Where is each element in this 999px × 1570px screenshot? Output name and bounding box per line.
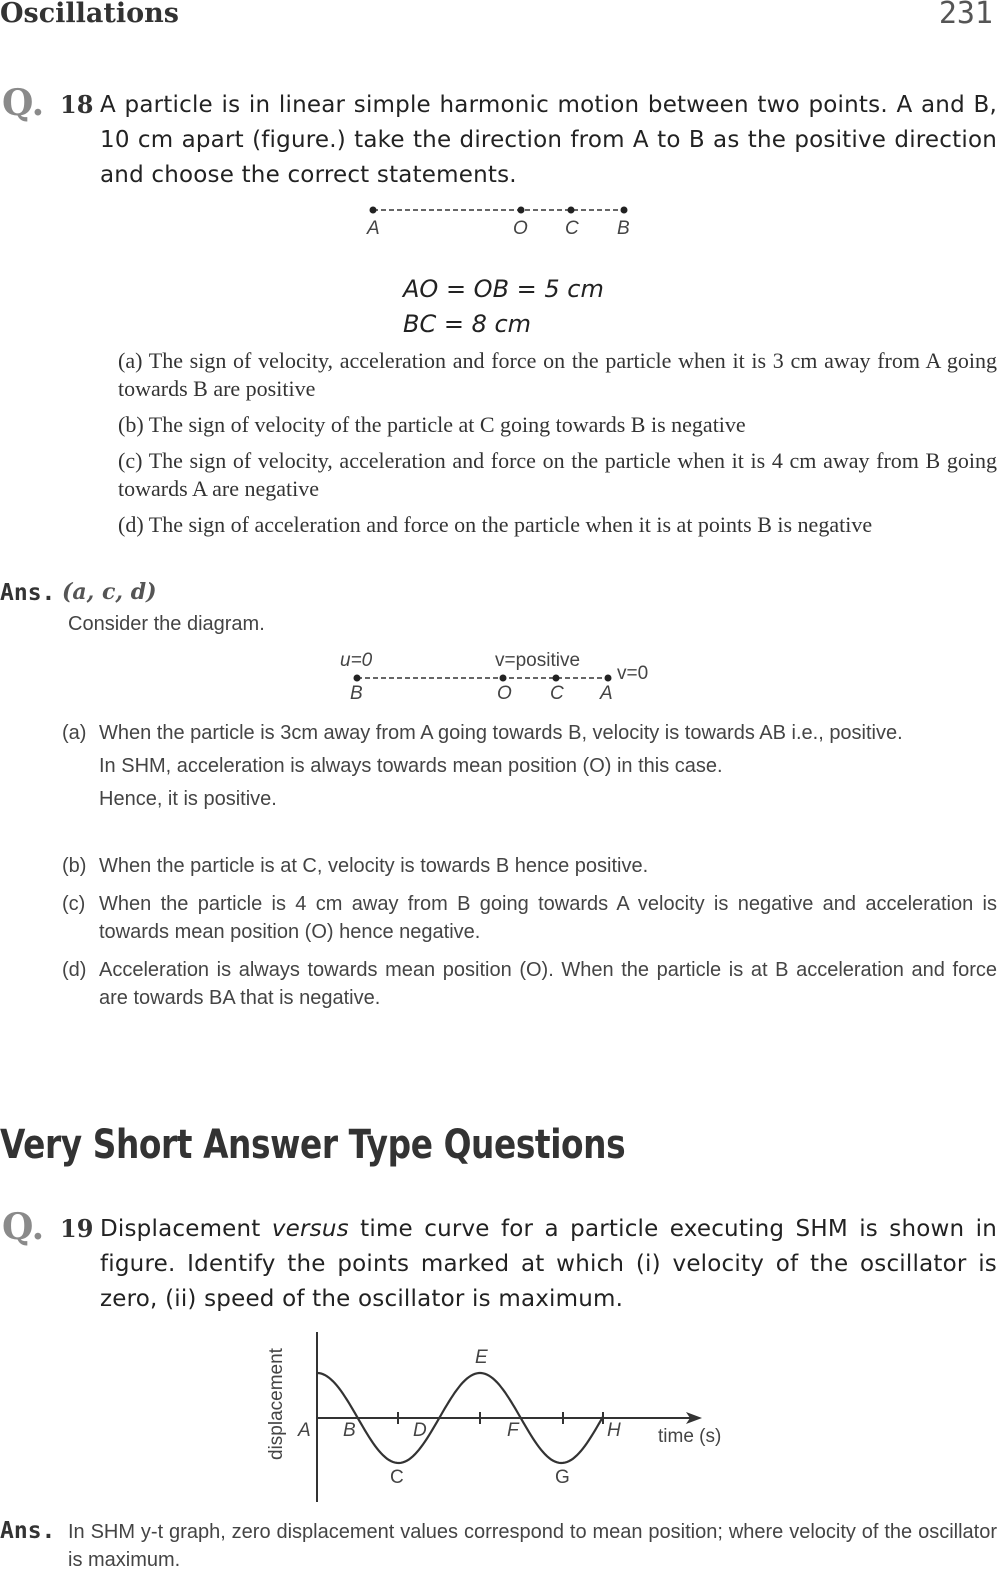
label-b: B (617, 218, 630, 239)
explanation-b: (b) When the particle is at C, velocity is towards B hence positive. (62, 855, 649, 877)
point-label-c: C (390, 1467, 404, 1488)
point-label-b: B (343, 1420, 356, 1441)
equation-1: AO = OB = 5 cm (403, 275, 604, 303)
point-label-a: A (298, 1420, 311, 1441)
line-diagram-ab (350, 200, 650, 245)
option-d[interactable]: (d) The sign of acceleration and force on the particle when it is at points B is negative (118, 512, 873, 537)
question-text (100, 88, 997, 193)
point-label-g: G (555, 1467, 570, 1488)
chapter-title: Oscillations (0, 0, 179, 29)
option-c[interactable]: (c) The sign of velocity, acceleration and force on the particle when it is 4 cm away from B going towards A are negative (118, 448, 997, 501)
point-c (568, 207, 575, 214)
y-axis-label: displacement (266, 1348, 287, 1460)
point-a (370, 207, 377, 214)
explanation-c: (c) When the particle is 4 cm away from B going towards A velocity is negative and acceleration is towards mean position (O) hence negative. (62, 893, 997, 943)
label-u0: u=0 (340, 650, 373, 671)
label2-a: A (600, 683, 613, 704)
displacement-time-graph (250, 1320, 750, 1510)
point-b (621, 207, 628, 214)
label-c: C (565, 218, 579, 239)
line-diagram-ba (330, 665, 630, 695)
label-o: O (513, 218, 528, 239)
point-label-h: H (607, 1420, 621, 1441)
answer-text: In SHM y-t graph, zero displacement values correspond to mean position; where velocity of the oscillator is maximum. (68, 1521, 997, 1570)
page-number: 231 (938, 0, 993, 31)
question-19-text: Displacement versus time curve for a particle executing SHM is shown in figure. Identify the points marked at which (i) velocity of the oscillator is zero, (ii) speed of the oscillator is maximum. (100, 1216, 997, 1312)
question-number: 18 (60, 90, 94, 119)
point-label-d: D (413, 1420, 427, 1441)
answer-key: (a, c, d) (62, 579, 157, 605)
option-a[interactable]: (a) The sign of velocity, acceleration and force on the particle when it is 3 cm away from A going towards B are positive (118, 348, 997, 401)
label2-o: O (497, 683, 512, 704)
point-o (518, 207, 525, 214)
section-title: Very Short Answer Type Questions (0, 1122, 626, 1168)
label2-b: B (350, 683, 363, 704)
point-label-e: E (475, 1347, 488, 1368)
point-label-f: F (507, 1420, 519, 1441)
label-v0: v=0 (617, 663, 649, 684)
label2-c: C (550, 683, 564, 704)
option-b[interactable]: (b) The sign of velocity of the particle at C going towards B is negative (118, 412, 746, 437)
label-a: A (367, 218, 380, 239)
answer-label: Ans. (0, 1518, 56, 1544)
explanation-d: (d) Acceleration is always towards mean position (O). When the particle is at B acceleration and force are towards BA that is negative. (62, 959, 997, 1009)
question-marker: Q. (2, 82, 45, 124)
question-number: 19 (60, 1214, 94, 1243)
question-marker: Q. (2, 1206, 45, 1248)
explanation-a: (a) When the particle is 3cm away from A going towards B, velocity is towards AB i.e., positive. In SHM, acceleration is always towards mean position (O) in this case. Hence, it is positive. (62, 722, 903, 810)
consider-text: Consider the diagram. (68, 613, 265, 635)
x-axis-label: time (s) (658, 1426, 722, 1447)
label-v-positive: v=positive (495, 650, 581, 671)
question-18-text: A particle is in linear simple harmonic motion between two points. A and B, 10 cm apart (figure.) take the direction from A to B as the positive direction and choose the correct statements. (100, 92, 997, 188)
answer-label: Ans. (0, 580, 56, 606)
equation-2: BC = 8 cm (403, 310, 532, 338)
